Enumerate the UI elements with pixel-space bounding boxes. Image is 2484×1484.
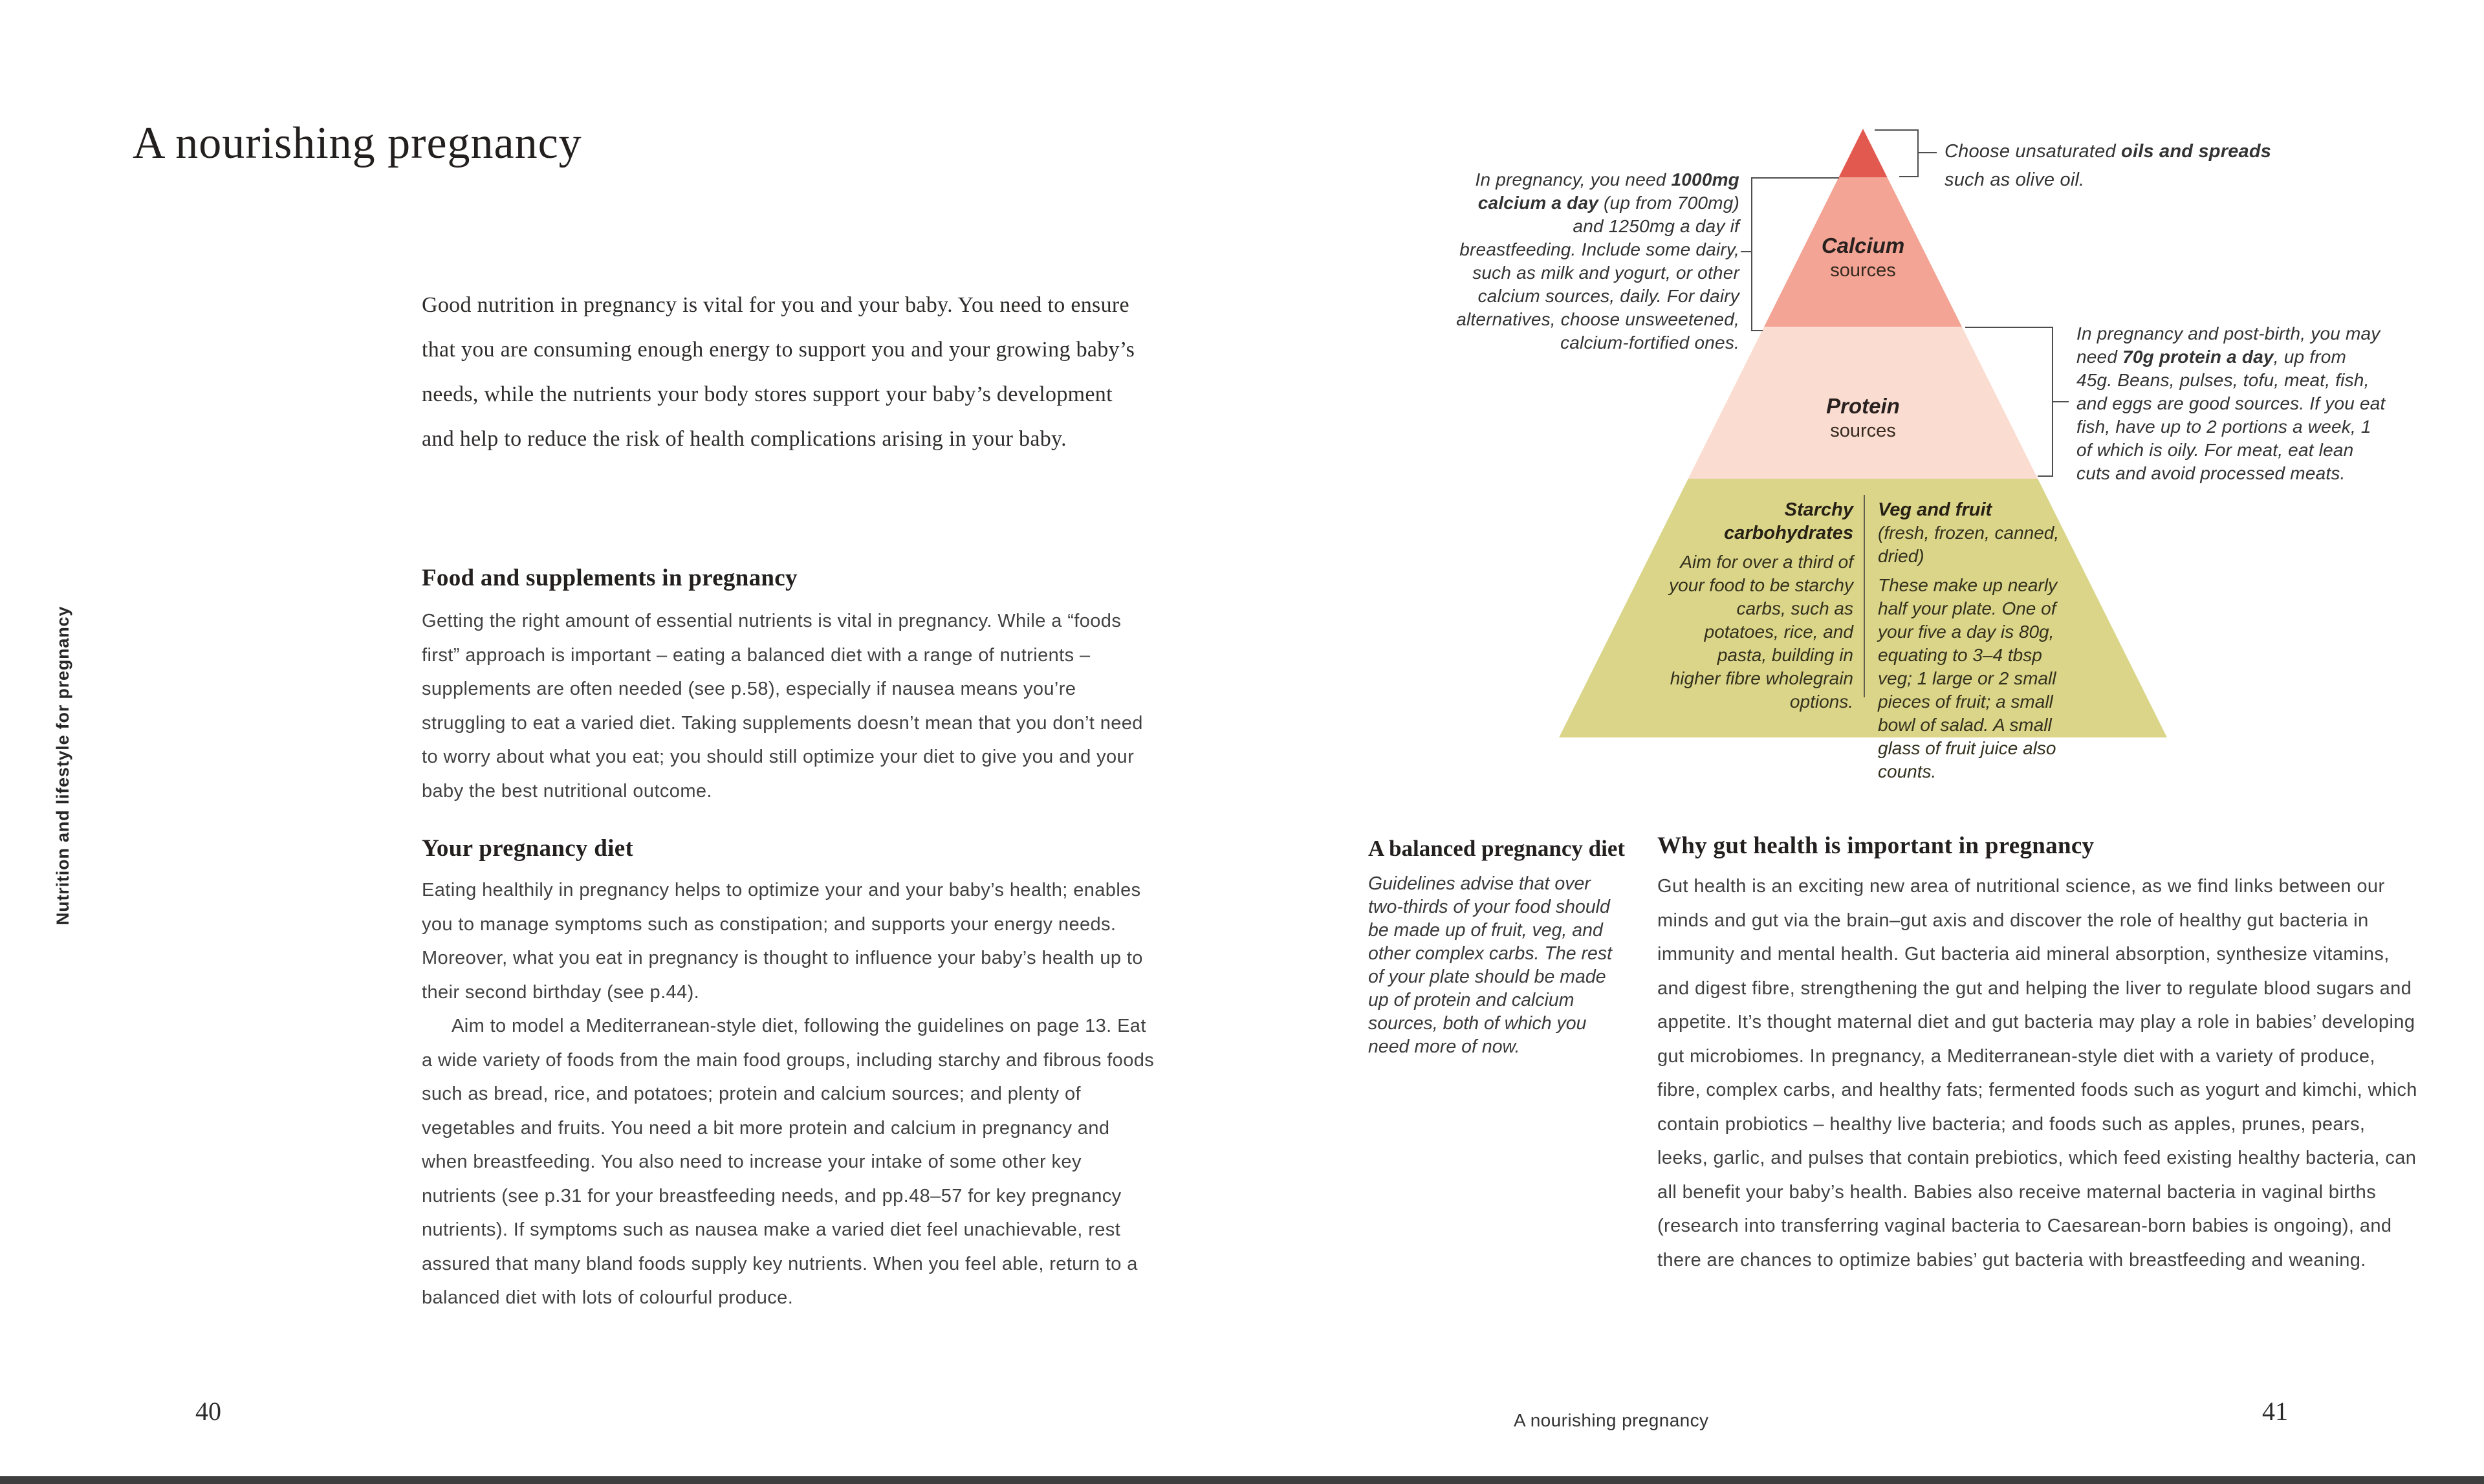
oils-bracket-top-tick (1875, 129, 1919, 131)
oils-bracket-bottom-tick (1899, 176, 1919, 177)
veg-column (1878, 498, 2078, 783)
oils-bracket-mid-tick (1919, 152, 1937, 153)
veg-subheading: (fresh, frozen, canned, dried) (1878, 523, 2060, 566)
oils-annotation: Choose unsaturated oils and spreads such as olive oil. (1945, 141, 2272, 190)
protein-bracket-top-tick (1965, 327, 2052, 328)
calcium-bracket-line (1751, 177, 1752, 331)
protein-tier-name: Protein (1826, 394, 1900, 418)
starchy-column (1662, 498, 1853, 714)
oils-bracket-line (1917, 129, 1919, 177)
section-body-gut-health: Gut health is an exciting new area of nutritional science, as we find links between our minds and gut via the brain–gut axis and discover the role of healthy gut bacteria in immunity and mental health. Gut bacteria aid mineral absorption, synthesize vitamins, and digest fibre, strengthening the gut and helping the liver to regulate blood sugars and appetite. It’s thought maternal diet and gut bacteria may play a role in babies’ developing gut microbiomes. In pregnancy, a Mediterranean-style diet with a variety of produce, fibre, complex carbs, and healthy fats; fermented foods such as yogurt and kimchi, which contain probiotics – healthy live bacteria; and foods such as apples, prunes, pears, leeks, garlic, and pulses that contain prebiotics, which feed existing healthy bacteria, can all benefit your baby’s health. Babies also receive maternal bacteria in vaginal births (research into transferring vaginal bacteria to Caesarean-born babies is ongoing), and there are chances to optimize babies’ gut bacteria with breastfeeding and weaning. (1657, 876, 2417, 1271)
spine-label: Nutrition and lifestyle for pregnancy (53, 606, 72, 925)
sidebar-heading: A balanced pregnancy diet (1368, 836, 1626, 861)
page-number-left: 40 (195, 1397, 221, 1426)
intro-paragraph: Good nutrition in pregnancy is vital for you and your baby. You need to ensure that you are consuming enough energy to support you and your growing baby’s needs, while the nutrients your body stores support your baby’s development and help to reduce the risk of health complications arising in your baby. (422, 293, 1135, 451)
tier-column-divider (1864, 495, 1865, 697)
section-heading-gut-health: Why gut health is important in pregnancy (1657, 833, 2095, 859)
calcium-bracket-mid-tick (1741, 251, 1751, 252)
protein-tier-sub: sources (1830, 420, 1896, 441)
section-heading-food-supplements: Food and supplements in pregnancy (422, 565, 798, 591)
pregnancy-diet-paragraph-2: Aim to model a Mediterranean-style diet, following the guidelines on page 13. Eat a wide variety of foods from the main food groups, including starchy and fibrous foods such as bread, rice, and potatoes; protein and calcium sources; and plenty of vegetables and fruits. You need a bit more protein and calcium in pregnancy and when breastfeeding. You also need to increase your intake of some other key nutrients (see p.31 for your breastfeeding needs, and pp.48–57 for key pregnancy nutrients). If symptoms such as nausea make a varied diet feel unachievable, rest assured that many bland foods supply key nutrients. When you feel able, return to a balanced diet with lots of colourful produce. (422, 1016, 1155, 1308)
protein-tier-label (1772, 393, 1954, 442)
protein-annotation: In pregnancy and post-birth, you may need 70g protein a day, up from 45g. Beans, pulses, tofu, meat, fish, and eggs are good sources. If you eat fish, have up to 2 portions a week, 1 of which is oily. For meat, eat lean cuts and avoid processed meats. (2076, 323, 2386, 483)
starchy-heading: Starchy carbohydrates (1724, 499, 1853, 543)
calcium-tier-label (1772, 233, 1954, 282)
calcium-tier-name: Calcium (1821, 234, 1905, 257)
running-footer-title: A nourishing pregnancy (1514, 1410, 1709, 1430)
section-heading-pregnancy-diet: Your pregnancy diet (422, 835, 634, 862)
starchy-body: Aim for over a third of your food to be starchy carbs, such as potatoes, rice, and pasta, building in higher fibre wholegrain options. (1669, 552, 1853, 712)
page-number-right: 41 (2262, 1397, 2288, 1426)
veg-body: These make up nearly half your plate. One of your five a day is 80g, equating to 3–4 tbsp veg; 1 large or 2 small pieces of fruit; a small bowl of salad. A small glass of fruit juice also counts. (1878, 575, 2058, 781)
pregnancy-diet-paragraph-1: Eating healthily in pregnancy helps to optimize your and your baby’s health; enables you to manage symptoms such as constipation; and supports your energy needs. Moreover, what you eat in pregnancy is thought to influence your baby’s health up to their second birthday (see p.44). (422, 880, 1143, 1003)
calcium-tier-sub: sources (1830, 260, 1896, 281)
calcium-annotation: In pregnancy, you need 1000mg calcium a day (up from 700mg) and 1250mg a day if breastfeeding. Include some dairy, such as milk and yogurt, or other calcium sources, daily. For dairy alternatives, choose unsweetened, calcium-fortified ones. (1456, 169, 1739, 353)
page-title: A nourishing pregnancy (133, 118, 582, 168)
protein-bracket-bottom-tick (2038, 475, 2052, 477)
bottom-edge-bar (0, 1476, 2484, 1484)
section-body-pregnancy-diet (422, 873, 1156, 1315)
protein-bracket-mid-tick (2053, 401, 2069, 402)
sidebar-body: Guidelines advise that over two-thirds of your food should be made up of fruit, veg, and other complex carbs. The rest of your plate should be made up of protein and calcium sources, both of which you need more of now. (1368, 873, 1612, 1057)
veg-heading: Veg and fruit (1878, 499, 1992, 520)
calcium-bracket-top-tick (1752, 177, 1839, 179)
section-body-food-supplements: Getting the right amount of essential nutrients is vital in pregnancy. While a “foods first” approach is important – eating a balanced diet with a range of nutrients – supplements are often needed (see p.58), especially if nausea means you’re struggling to eat a varied diet. Taking supplements doesn’t mean that you don’t need to worry about what you eat; you should still optimize your diet to give you and your baby the best nutritional outcome. (422, 611, 1143, 802)
calcium-bracket-bottom-tick (1752, 330, 1763, 331)
